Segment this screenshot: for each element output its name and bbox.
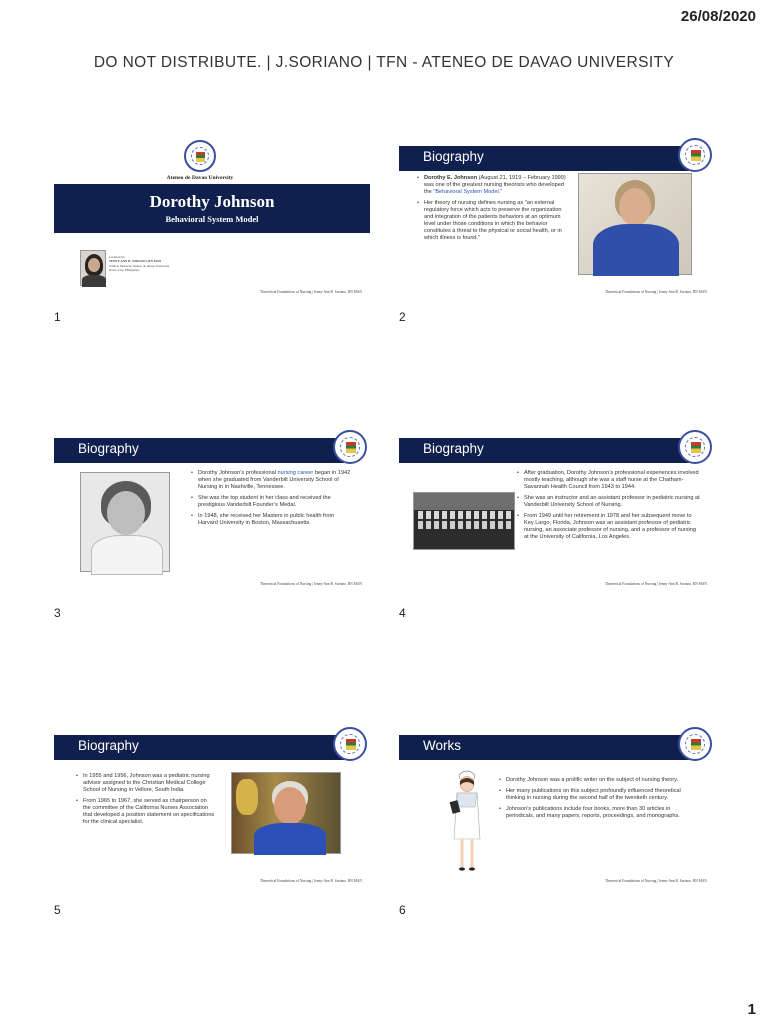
slide-subtitle: Behavioral System Model	[165, 214, 259, 224]
lecturer-place: Davao City, Philippines	[109, 268, 140, 273]
slide-title: Biography	[423, 441, 484, 456]
slide-footer: Theoretical Foundations of Nursing | Jenny-Ann B. Soriano, RN MAN	[604, 879, 707, 883]
bullet-item: • Dorothy Johnson was a prolific writer on the subject of nursing theory.	[499, 777, 699, 784]
page-header: DO NOT DISTRIBUTE. | J.SORIANO | TFN - ATENEO DE DAVAO UNIVERSITY	[93, 54, 675, 71]
slide-footer: Theoretical Foundations of Nursing | Jenny-Ann B. Soriano, RN MAN	[604, 290, 707, 294]
slide-footer: Theoretical Foundations of Nursing | Jenny-Ann B. Soriano, RN MAN	[259, 879, 362, 883]
university-seal-icon	[333, 430, 367, 464]
bullet-list	[417, 175, 567, 246]
slide-number: 5	[54, 903, 61, 917]
university-seal-icon	[678, 727, 712, 761]
nurses-group-photo	[413, 492, 515, 550]
bullet-item: • In 1948, she received her Masters in public health from Harvard University in Boston, Massachusetts.	[191, 513, 351, 527]
bullet-list	[191, 470, 351, 531]
dorothy-johnson-photo	[231, 772, 341, 854]
nurse-illustration	[447, 767, 487, 877]
dorothy-johnson-portrait	[80, 472, 170, 572]
bullet-item: • Her many publications on this subject profoundly influenced theoretical thinking in nursing during the second half of the twentieth century.	[499, 788, 699, 802]
slide-number: 2	[399, 310, 406, 324]
university-seal-icon	[333, 727, 367, 761]
title-bar	[54, 735, 344, 760]
slide-1	[54, 138, 370, 300]
slide-title: Biography	[78, 441, 139, 456]
lecturer-label: Lectured by:	[109, 255, 126, 259]
university-name: Ateneo de Davao University	[166, 175, 234, 181]
title-bar	[399, 438, 689, 463]
bullet-item: • Johnson’s publications include four books, more than 30 articles in periodicals, and many papers, reports, proceedings, and monographs.	[499, 806, 699, 820]
bullet-list	[499, 777, 699, 824]
slide-2	[399, 138, 715, 300]
bullet-item: • From 1965 to 1967, she served as chairperson on the committee of the California Nurses Association that developed a position statement on specifications for the clinical specialist.	[76, 798, 216, 826]
bullet-item: • Dorothy E. Johnson (August 21, 1919 – February 1999) was one of the greatest nursing theorists who developed the "Behavioral System Model."	[417, 175, 567, 196]
bullet-item: • From 1949 until her retirement in 1978 and her subsequent move to Key Largo, Florida, Johnson was an assistant professor of pediatric nursing, an associate professor of nursing, and a professor of nursing at the University of California, Los Angeles.	[517, 513, 702, 541]
slide-number: 3	[54, 606, 61, 620]
lecturer-photo	[80, 250, 106, 286]
title-band	[54, 184, 370, 233]
lecturer-name: JENNY-ANN B. SORIANO, RN MAN	[109, 259, 162, 264]
slide-title: Biography	[423, 149, 484, 164]
slide-footer: Theoretical Foundations of Nursing | Jenny-Ann B. Soriano, RN MAN	[259, 290, 362, 294]
university-seal-icon	[678, 430, 712, 464]
bullet-item: • Dorothy Johnson’s professional nursing career began in 1942 when she graduated from Vanderbilt University School of Nursing in in Nashville, Tennessee.	[191, 470, 351, 491]
dorothy-johnson-photo	[578, 173, 692, 275]
bullet-item: • Her theory of nursing defines nursing as "an external regulatory force which acts to preserve the organization and integration of the patients behaviors at an optimum level under those conditions in which the behavior constitutes a threat to the physical or social health, or in which illness is found."	[417, 200, 567, 242]
slide-footer: Theoretical Foundations of Nursing | Jenny-Ann B. Soriano, RN MAN	[259, 582, 362, 586]
slide-footer: Theoretical Foundations of Nursing | Jenny-Ann B. Soriano, RN MAN	[604, 582, 707, 586]
title-bar	[399, 146, 689, 171]
slide-title: Biography	[78, 738, 139, 753]
slide-title: Dorothy Johnson	[149, 192, 275, 211]
university-seal-icon	[184, 140, 216, 172]
slide-number: 4	[399, 606, 406, 620]
slide-number: 1	[54, 310, 61, 324]
bullet-item: • After graduation, Dorothy Johnson’s professional experiences involved mostly teaching, although she was a staff nurse at the Chatham-Savannah Health Council from 1943 to 1944.	[517, 470, 702, 491]
bullet-item: • In 1955 and 1956, Johnson was a pediatric nursing advisor assigned to the Christian Medical College School of Nursing in Vellore, South India.	[76, 773, 216, 794]
slide-6	[399, 727, 715, 889]
lecturer-info	[109, 255, 179, 273]
lecturer-role: Clinical Instructor Ateneo de Davao University	[109, 263, 170, 268]
slide-4	[399, 430, 715, 592]
bullet-item: • She was an instructor and an assistant professor in pediatric nursing at Vanderbilt University School of Nursing.	[517, 495, 702, 509]
slide-number: 6	[399, 903, 406, 917]
page-number: 1	[747, 1001, 756, 1018]
bullet-list	[517, 470, 702, 545]
print-date: 26/08/2020	[680, 8, 756, 25]
title-bar	[399, 735, 689, 760]
slide-title: Works	[423, 738, 462, 753]
title-bar	[54, 438, 344, 463]
slide-3	[54, 430, 370, 592]
bullet-list	[76, 773, 216, 830]
bullet-item: • She was the top student in her class and received the prestigious Vanderbilt Founder’s Medal.	[191, 495, 351, 509]
university-seal-icon	[678, 138, 712, 172]
slide-5	[54, 727, 370, 889]
